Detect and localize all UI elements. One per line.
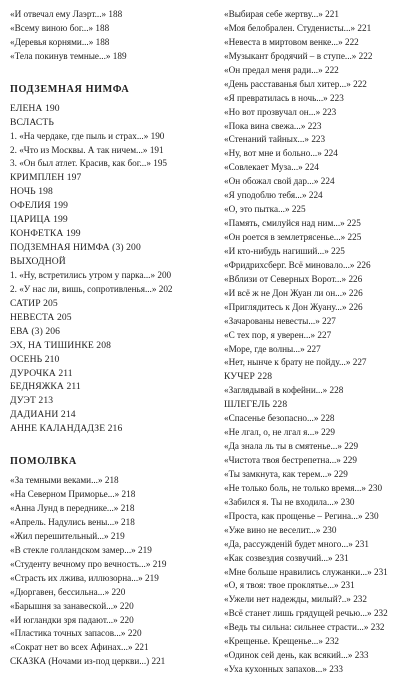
left-column <box>10 8 205 669</box>
toc-entry: «Пластика точных запасов...» 220 <box>10 628 142 639</box>
toc-title-entry: ВСЛАСТЬ <box>10 116 54 128</box>
toc-entry: «Не лгал, о, не лгал я...» 229 <box>224 427 335 438</box>
toc-entry: «За темными веками...» 218 <box>10 475 119 486</box>
toc-entry: «Ты замкнута, как терем...» 229 <box>224 468 348 479</box>
toc-title-entry: ЦАРИЦА 199 <box>10 214 68 226</box>
toc-entry: «И отвечал ему Лаэрт...» 188 <box>10 9 123 19</box>
toc-entry: «Ну, вот мне и больно...» 224 <box>224 148 338 159</box>
toc-entry: «Жил перешительный...» 219 <box>10 530 125 541</box>
toc-title-entry: ЕЛЕНА 190 <box>10 102 60 114</box>
toc-entry: «Крещенье. Крещенье...» 232 <box>224 636 340 647</box>
toc-title-entry: НОЧЬ 198 <box>10 186 53 198</box>
toc-title-entry: ЕВА (3) 206 <box>10 325 61 337</box>
toc-entry: «Стенаний тайных...» 223 <box>224 134 326 145</box>
toc-entry: «Он роется в землетрясенье...» 225 <box>224 232 362 242</box>
toc-entry: «Выбирая себе жертву...» 221 <box>224 9 339 19</box>
toc-entry: «Всему виною бог...» 188 <box>10 22 110 33</box>
toc-entry: «Пока вина свежа...» 223 <box>224 120 322 131</box>
toc-entry: «И всё ж не Дон Жуан ли он...» 226 <box>224 287 363 298</box>
toc-title-entry: КУЧЕР 228 <box>224 371 273 383</box>
toc-entry: «Фридрихсберг. Всё миновало...» 226 <box>224 259 371 270</box>
toc-title-entry: САТИР 205 <box>10 297 58 309</box>
toc-entry: «Спасенье безопасно...» 228 <box>224 413 335 424</box>
toc-entry: 3. «Он был атлет. Красив, как бог...» 195 <box>10 158 168 169</box>
toc-title-entry: АННЕ КАЛАНДАДЗЕ 216 <box>10 423 123 435</box>
toc-entry: «Одинок сей день, как всякий...» 233 <box>224 650 369 661</box>
section-heading: ПОМОЛВКА <box>10 456 77 468</box>
toc-entry: «День расставанья был хитер...» 222 <box>224 78 367 89</box>
toc-entry: «Море, где волны...» 227 <box>224 343 321 354</box>
section-heading: ПОДЗЕМНАЯ НИМФА <box>10 83 130 95</box>
toc-entry: «Сократ нет во всех Афинах...» 221 <box>10 642 149 653</box>
toc-entry: «На Северном Приморье...» 218 <box>10 489 136 500</box>
toc-entry: «Анна Лунд в переднике...» 218 <box>10 503 135 513</box>
toc-entry: «О, я твоя: твое проклятье...» 231 <box>224 580 355 591</box>
toc-entry: «В стекле голландском замер...» 219 <box>10 544 152 555</box>
toc-entry: «И кто-нибудь нагиший...» 225 <box>224 245 345 256</box>
toc-entry: «Страсть их лжива, иллюзорна...» 219 <box>10 572 159 583</box>
toc-entry: «Ведь ты сильна: сильнее страсти...» 232 <box>224 622 385 633</box>
toc-entry: «Заглядывай в кофейни...» 228 <box>224 385 344 396</box>
toc-entry: «Зачарованы невесты...» 227 <box>224 315 336 326</box>
toc-title-entry: КРИМПЛЕН 197 <box>10 172 82 184</box>
toc-entry: «Студенту вечному про вечность...» 219 <box>10 558 167 569</box>
toc-title-entry: ДАДИАНИ 214 <box>10 409 76 421</box>
toc-entry: «Забился я. Ты не входила...» 230 <box>224 496 355 507</box>
toc-entry: «И югландки зря падают...» 220 <box>10 614 134 625</box>
toc-entry: «Чистота твоя бестрепетна...» 229 <box>224 455 357 465</box>
toc-entry: «Совлекает Муза...» 224 <box>224 162 319 173</box>
toc-entry: «Ужели нет надежды, милый?..» 232 <box>224 594 367 605</box>
toc-entry: «С тех пор, я уверен...» 227 <box>224 329 332 340</box>
toc-entry: «Апрель. Надулись вены...» 218 <box>10 516 135 527</box>
toc-entry: «Как созвездия созвучий...» 231 <box>224 552 349 563</box>
toc-entry: «Барышня за занавеской...» 220 <box>10 600 134 611</box>
toc-entry: «Приглядитесь к Дон Жуану...» 226 <box>224 301 363 312</box>
toc-title-entry: ВЫХОДНОЙ <box>10 256 66 267</box>
toc-entry: «Деревья корнями...» 188 <box>10 36 110 47</box>
toc-title-entry: НЕВЕСТА 205 <box>10 311 72 323</box>
toc-entry: 1. «Ну, встретились утром у парка...» 200 <box>10 269 172 280</box>
toc-entry: «О, это пытка...» 225 <box>224 204 306 215</box>
toc-title-entry: ЭХ, НА ТИШИНКЕ 208 <box>10 339 111 351</box>
toc-entry: «Я уподоблю тебя...» 224 <box>224 190 323 201</box>
toc-entry: «Он обожал свой дар...» 224 <box>224 176 335 187</box>
toc-entry: «Дюргавен, бессильна...» 220 <box>10 586 126 597</box>
toc-title-entry: ПОДЗЕМНАЯ НИМФА (3) 200 <box>10 242 141 254</box>
toc-title-entry: КОНФЕТКА 199 <box>10 228 81 240</box>
toc-title-entry: БЕДНЯЖКА 211 <box>10 381 81 393</box>
toc-title-entry: ОФЕЛИЯ 199 <box>10 200 68 212</box>
toc-entry: «Невеста в миртовом венке...» 222 <box>224 36 359 47</box>
toc-entry: 1. «На чердаке, где пыль и страх...» 190 <box>10 130 165 141</box>
toc-entry: «Да знала ль ты в смятенье...» 229 <box>224 441 359 452</box>
toc-entry: «Нет, нынче к брату не пойду...» 227 <box>224 357 367 368</box>
toc-entry: СКАЗКА (Ночами из-под церкви...) 221 <box>10 656 166 667</box>
toc-entry: «Мне больше нравились служанки...» 231 <box>224 566 388 577</box>
section-gap <box>10 64 205 78</box>
toc-entry: «Память, смилуйся над ним...» 225 <box>224 218 361 229</box>
toc-entry: «Да, рассужденій будет много...» 231 <box>224 538 369 549</box>
toc-title-entry: ОСЕНЬ 210 <box>10 353 60 365</box>
right-column <box>224 8 414 677</box>
toc-entry: 2. «У нас ли, вишь, сопротивленья...» 202 <box>10 283 173 294</box>
toc-entry: «Я превратилась в ночь...» 223 <box>224 92 344 103</box>
toc-entry: «Он предал меня ради...» 222 <box>224 64 339 75</box>
toc-entry: «Уже вино не веселит...» 230 <box>224 524 337 535</box>
toc-title-entry: ДУЭТ 213 <box>10 395 54 407</box>
toc-entry: «Всё станет лишь грядущей речью...» 232 <box>224 608 388 619</box>
toc-entry: 2. «Что из Москвы. А так ничем...» 191 <box>10 144 164 155</box>
toc-entry: «Вблизи от Северных Ворот...» 226 <box>224 273 363 284</box>
section-gap <box>10 436 205 450</box>
toc-entry: «Но вот прозвучал он...» 223 <box>224 106 337 117</box>
toc-entry: «Не только боль, не только время...» 230 <box>224 482 383 493</box>
toc-entry: «Уха кухонных запахов...» 233 <box>224 664 344 675</box>
toc-title-entry: ДУРОЧКА 211 <box>10 367 73 379</box>
toc-entry: «Тела покинув темные...» 189 <box>10 50 127 61</box>
toc-entry: «Музыкант бродячий – в ступе...» 222 <box>224 50 373 61</box>
toc-title-entry: ШЛЕГЕЛЬ 228 <box>224 399 288 411</box>
toc-entry: «Моя белобрален. Студенисты...» 221 <box>224 22 372 33</box>
toc-entry: «Проста, как прощенье – Регина...» 230 <box>224 510 379 521</box>
